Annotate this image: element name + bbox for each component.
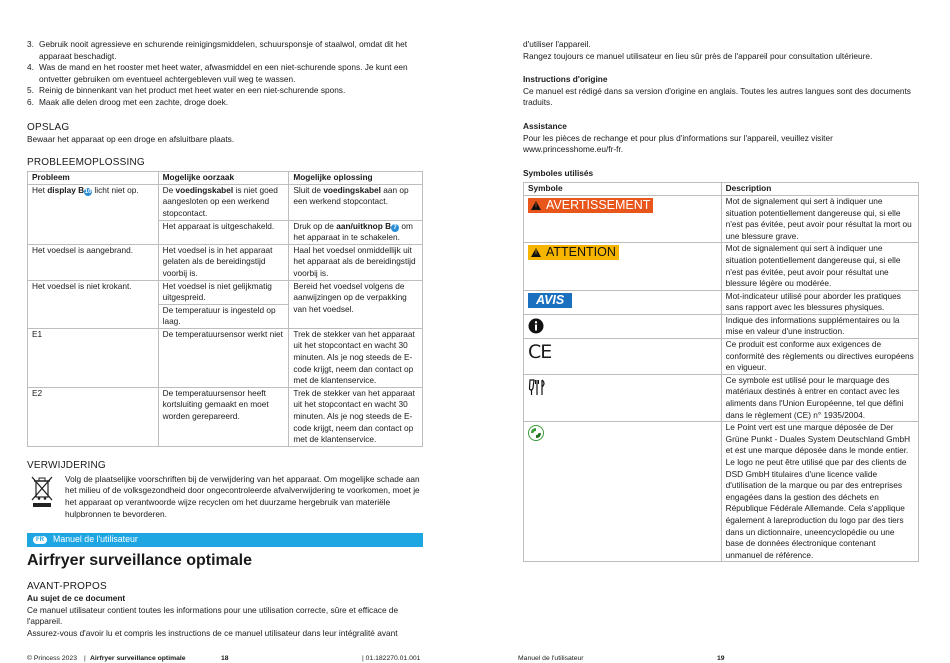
right-footer-label: Manuel de l'utilisateur [518,655,584,662]
table-row [524,374,919,421]
table-row [28,244,423,280]
description-cell: Mot de signalement qui sert à indiquer une situation potentiellement dangereuse qui, si elle n'est pas évitée, peut avoir pour résultat la mort ou une blessure grave. [721,195,918,242]
col-header-cause: Mogelijke oorzaak [158,172,289,185]
avant-propos-subheading: Au sujet de ce document [27,593,126,604]
opslag-heading: OPSLAG [27,121,70,133]
description-cell: Mot-indicateur utilisé pour aborder les pratiques sans rapport avec les blessures physiques. [721,290,918,314]
cause-cell: Het voedsel is niet gelijkmatig uitgespreid. [158,280,289,304]
left-page [27,0,423,640]
problem-cell: E2 [28,387,159,446]
cleaning-steps [27,39,423,109]
solution-cell: Trek de stekker van het apparaat uit het stopcontact en wacht 30 minuten. Als je nog steeds de E-code krijgt, neem dan contact op met de klantenservice. [289,387,423,446]
table-row [524,243,919,290]
left-footer-page-number: 18 [221,655,229,662]
intro-text-2: Rangez toujours ce manuel utilisateur en lieu sûr près de l'appareil pour consultation ultérieure. [523,50,873,61]
disposal-text: Volg de plaatselijke voorschriften bij de verwijdering van het apparaat. Om mogelijke schade aan het milieu of de volksgezondheid door ongecontroleerde afvalverwijdering te voorkomen, moet je het apparaat op verantwoorde wijze recyclen om het duurzame hergebruik van materiële hulpbronnen te bevorderen. [65,473,420,519]
symbol-cell [524,195,722,242]
table-row [28,387,423,446]
table-row [524,290,919,314]
cause-cell: De temperatuursensor heeft kortsluiting gemaakt en moet worden gerepareerd. [158,387,289,446]
symbol-cell [524,290,722,314]
problem-cell: E1 [28,328,159,387]
table-row [524,195,919,242]
description-cell: Ce symbole est utilisé pour le marquage des matériaux destinés à entrer en contact avec les aliments dans l'Union Européenne, tel que défini dans le règlement (CE) n° 1935/2004. [721,374,918,421]
col-header-symbol: Symbole [524,183,722,196]
symboles-heading: Symboles utilisés [523,167,594,178]
problem-cell: Het voedsel is niet krokant. [28,280,159,328]
list-item: 3. Gebruik nooit agressieve en schurende reinigingsmiddelen, schuursponsje of staalwol, omdat dit het apparaat beschadigt. [27,39,408,61]
list-item: 6. Maak alle delen droog met een zachte, droge doek. [27,96,229,107]
troubleshooting-table [27,171,423,447]
table-row [28,280,423,304]
banner-label: Manuel de l'utilisateur [53,534,138,545]
probleem-heading: PROBLEEMOPLOSSING [27,157,145,169]
cause-cell: De temperatuursensor werkt niet [158,328,289,387]
warning-triangle-icon: ! [531,248,541,257]
left-footer-copyright: © Princess 2023 [27,655,77,662]
food-contact-icon [528,388,548,398]
table-row [28,328,423,387]
symbol-cell [524,243,722,290]
cause-cell: De temperatuur is ingesteld op laag. [158,304,289,328]
green-dot-icon [528,433,544,443]
table-row [28,184,423,220]
assistance-heading: Assistance [523,120,567,131]
callout-badge: 10 [84,188,92,195]
table-header-row [28,172,423,185]
problem-cell: Het display B10 licht niet op. [28,184,159,244]
description-cell: Indique des informations supplémentaires ou la mise en valeur d'une instruction. [721,314,918,338]
solution-cell: Sluit de voedingskabel aan op een werkend stopcontact. [289,184,423,220]
avant-propos-text-2: Assurez-vous d'avoir lu et compris les instructions de ce manuel utilisateur dans leur intégralité avant [27,627,398,638]
symbols-table [523,182,919,562]
cause-cell: Het apparaat is uitgeschakeld. [158,220,289,244]
avertissement-label: ! AVERTISSEMENT [528,198,653,213]
col-header-description: Description [721,183,918,196]
info-icon [528,326,544,336]
avis-label: AVIS [528,293,572,308]
warning-triangle-icon: ! [531,201,541,210]
callout-badge: 7 [391,224,399,232]
left-footer-product: Airfryer surveillance optimale [90,655,186,662]
disposal-block [27,474,423,520]
col-header-problem: Probleem [28,172,159,185]
left-footer-code: | 01.182270.01.001 [362,655,421,662]
cause-cell: De voedingskabel is niet goed aangesloten op een werkend stopcontact. [158,184,289,220]
table-row [524,422,919,562]
description-cell: Le Point vert est une marque déposée de Der Grüne Punkt - Duales System Deutschland GmbH et est une marque déposée dans le monde entier. Le logo ne peut être utilisé que par des clients de DSD GmbH titulaires d'une licence valide d'utilisation de la marque ou par des entreprises engagées dans la gestion des déchets en République Fédérale Allemande. Cela s'applique également à lareproduction du logo par des tiers dans un dictionnaire, uneencyclopédie ou une base de données électronique contenant unmanuel de référence. [721,422,918,562]
table-header-row [524,183,919,196]
attention-label: ! ATTENTION [528,245,619,260]
right-page [523,39,919,562]
document-title: Airfryer surveillance optimale [27,552,252,570]
symbol-cell [524,314,722,338]
weee-bin-icon [27,474,65,520]
table-row [524,339,919,375]
right-footer-page-number: 19 [717,655,725,662]
opslag-text: Bewaar het apparaat op een droge en afsluitbare plaats. [27,133,235,144]
origine-heading: Instructions d'origine [523,74,608,85]
avant-propos-heading: AVANT-PROPOS [27,581,107,593]
solution-cell: Druk op de aan/uitknop B 7 om het apparaat in te schakelen. [289,220,423,244]
list-item: 4. Was de mand en het rooster met heet water, afwasmiddel en een niet-schurende spons. Je kunt een ontvetter gebruiken om eventueel achtergebleven vuil weg te wassen. [27,62,408,84]
list-item: 5. Reinig de binnenkant van het product met heet water en een niet-schurende spons. [27,85,346,96]
solution-cell: Haal het voedsel onmiddellijk uit het apparaat als de bereidingstijd voorbij is. [289,244,423,280]
intro-text: d'utiliser l'appareil. [523,39,591,49]
description-cell: Mot de signalement qui sert à indiquer une situation potentiellement dangereuse qui, si elle n'est pas évitée, peut avoir pour résultat une blessure légère ou modérée. [721,243,918,290]
left-footer-separator: | [84,655,86,662]
symbol-cell [524,422,722,562]
language-badge: FR [33,536,47,544]
ce-mark-icon: CE [528,341,552,364]
cause-cell: Het voedsel is in het apparaat gelaten als de bereidingstijd voorbij is. [158,244,289,280]
assistance-text: Pour les pièces de rechange et pour plus d'informations sur l'appareil, veuillez visiter www.princesshome.eu/fr-fr. [523,132,833,155]
language-banner [27,533,423,547]
symbol-cell [524,374,722,421]
problem-cell: Het voedsel is aangebrand. [28,244,159,280]
verwijdering-heading: VERWIJDERING [27,459,106,471]
symbol-cell [524,339,722,375]
origine-text: Ce manuel est rédigé dans sa version d'origine en anglais. Toutes les autres langues sont des documents traduits. [523,85,911,108]
table-row [524,314,919,338]
col-header-solution: Mogelijke oplossing [289,172,423,185]
description-cell: Ce produit est conforme aux exigences de conformité des règlements ou directives européens en vigueur. [721,339,918,375]
solution-cell: Trek de stekker van het apparaat uit het stopcontact en wacht 30 minuten. Als je nog steeds de E-code krijgt, neem dan contact op met de klantenservice. [289,328,423,387]
solution-cell: Bereid het voedsel volgens de aanwijzingen op de verpakking van het voedsel. [289,280,423,328]
avant-propos-text: Ce manuel utilisateur contient toutes les informations pour une utilisation correcte, sûre et efficace de l'appareil. [27,604,399,627]
